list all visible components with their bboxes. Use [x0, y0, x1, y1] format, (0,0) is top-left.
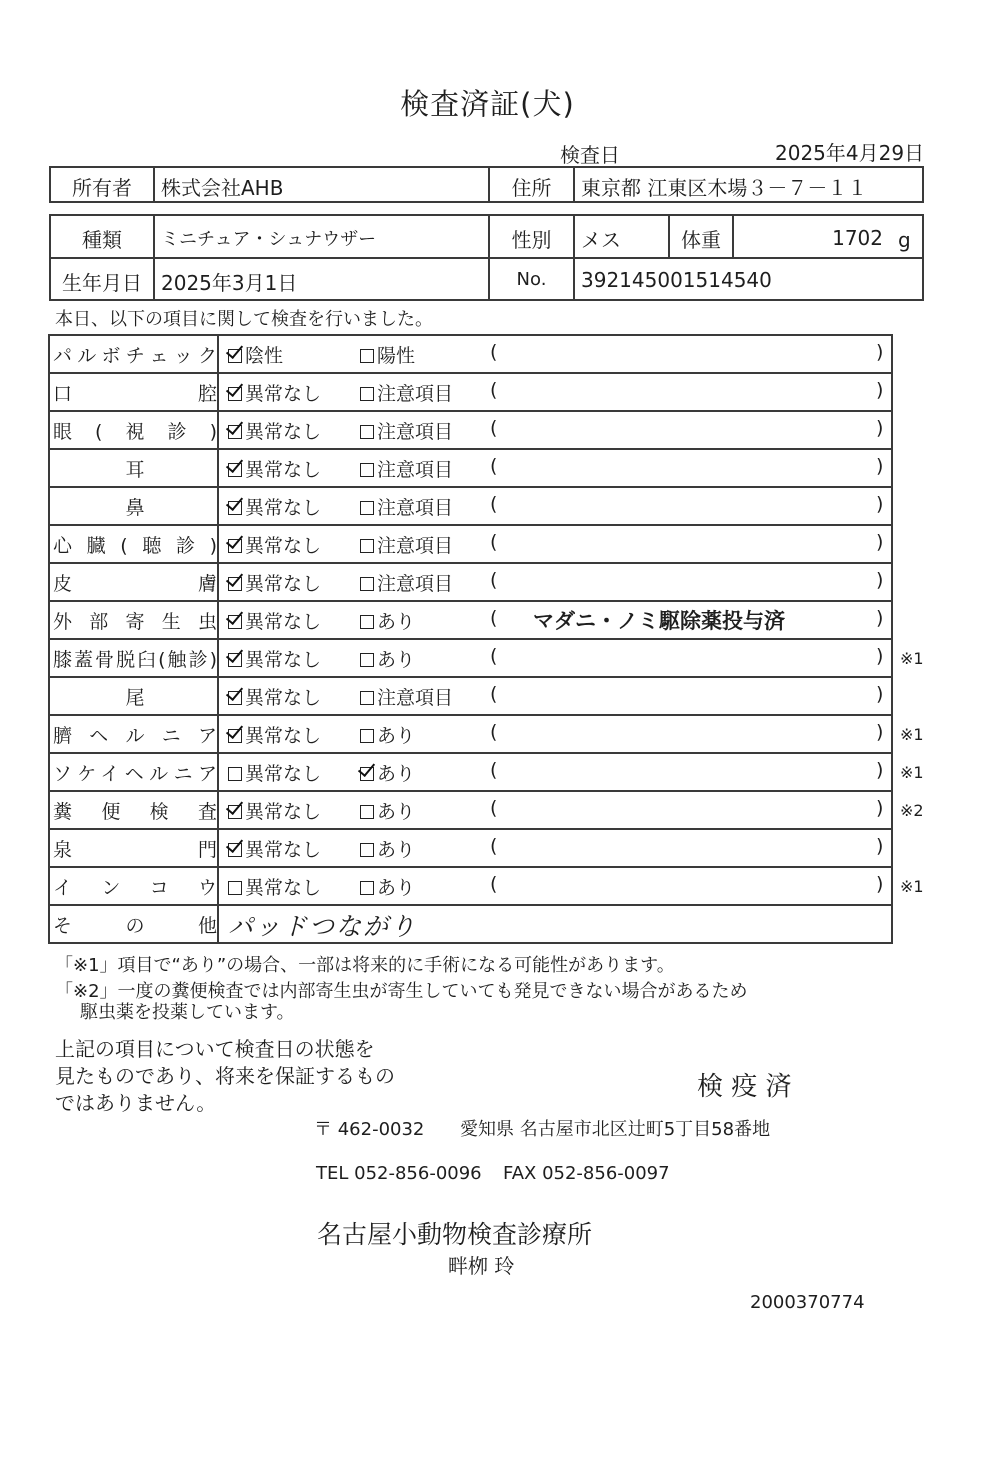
option-normal: [228, 341, 283, 368]
inspection-item-name: ソケイヘルニア: [53, 763, 217, 785]
paren-close: ): [876, 721, 884, 743]
inspection-item-name: 泉門: [53, 839, 217, 861]
option-label: 異常なし: [245, 839, 322, 861]
option-normal: [228, 379, 321, 406]
checked-box-icon: [228, 387, 242, 401]
option-label: 注意項目: [377, 535, 454, 557]
footnote-mark: ※1: [900, 877, 924, 896]
inspection-item-name: 心臓(聴診): [53, 535, 217, 557]
option-abnormal: [360, 873, 415, 900]
option-normal: [228, 531, 321, 558]
inspection-date-label: 検査日: [560, 143, 620, 167]
paren-close: ): [876, 417, 884, 439]
option-abnormal: [360, 493, 453, 520]
paren-close: ): [876, 645, 884, 667]
option-abnormal: [360, 569, 453, 596]
sex-label: 性別: [511, 228, 552, 252]
page-title: 検査済証(犬): [400, 87, 575, 121]
inspection-note: マダニ・ノミ駆除薬投与済: [533, 609, 785, 633]
statement-line-1: 上記の項目について検査日の状態を: [55, 1037, 375, 1061]
paren-open: (: [490, 341, 498, 363]
inspection-table: [48, 334, 924, 944]
postal-code: 〒 462-0032: [314, 1119, 425, 1140]
paren-close: ): [876, 683, 884, 705]
birth-value: 2025年3月1日: [161, 271, 298, 295]
address-value: 東京都 江東区木場３－７－１１: [581, 176, 868, 200]
option-normal: [228, 797, 321, 824]
inspection-row: [50, 412, 891, 450]
paren-open: (: [490, 569, 498, 591]
checkbox-icon: [228, 767, 242, 781]
inspection-row: [50, 754, 924, 792]
footnote-mark: ※1: [900, 763, 924, 782]
option-abnormal: [360, 759, 415, 786]
clinic-name: 名古屋小動物検査診療所: [317, 1220, 593, 1249]
paren-close: ): [876, 835, 884, 857]
number-value: 392145001514540: [581, 268, 772, 292]
option-label: あり: [377, 801, 416, 823]
option-label: 陰性: [245, 345, 284, 367]
weight-value: 1702: [832, 226, 883, 250]
paren-close: ): [876, 455, 884, 477]
paren-close: ): [876, 341, 884, 363]
inspection-item-name: 外部寄生虫: [53, 611, 217, 633]
inspection-item-name: 膝蓋骨脱臼(触診): [53, 649, 217, 671]
checkbox-icon: [360, 387, 374, 401]
inspection-row: [50, 716, 924, 754]
checkbox-icon: [360, 539, 374, 553]
checkbox-icon: [360, 805, 374, 819]
footnote-2-line-2: 駆虫薬を投薬しています。: [80, 1002, 295, 1023]
paren-open: (: [490, 531, 498, 553]
inspection-item-name: 糞便検査: [53, 801, 217, 823]
paren-close: ): [876, 797, 884, 819]
option-label: 異常なし: [245, 687, 322, 709]
number-label: No.: [516, 269, 547, 290]
option-label: 異常なし: [245, 459, 322, 481]
inspection-row: [50, 792, 924, 830]
option-normal: [228, 569, 321, 596]
animal-info-box: [49, 214, 924, 301]
inspection-item-name: パルボチェック: [53, 345, 217, 367]
owner-box: [49, 166, 924, 203]
checked-box-icon: [228, 539, 242, 553]
option-label: 注意項目: [377, 687, 454, 709]
option-normal: [228, 493, 321, 520]
option-normal: [228, 455, 321, 482]
option-label: 注意項目: [377, 383, 454, 405]
statement-line-2: 見たものであり、将来を保証するもの: [55, 1064, 395, 1088]
inspection-row: [50, 374, 891, 412]
paren-open: (: [490, 455, 498, 477]
option-label: 注意項目: [377, 573, 454, 595]
option-normal: [228, 417, 321, 444]
option-normal: [228, 835, 321, 862]
option-normal: [228, 721, 321, 748]
option-label: 異常なし: [245, 649, 322, 671]
inspection-item-name: 眼(視診): [53, 421, 217, 443]
owner-value: 株式会社AHB: [161, 176, 284, 200]
checkbox-icon: [360, 653, 374, 667]
checkbox-icon: [360, 881, 374, 895]
option-normal: [228, 873, 321, 900]
inspection-item-name: 口腔: [53, 383, 217, 405]
option-label: あり: [377, 649, 416, 671]
intro-text: 本日、以下の項目に関して検査を行いました。: [55, 309, 433, 330]
option-abnormal: [360, 721, 415, 748]
inspection-item-name: 尾: [125, 687, 145, 709]
option-label: 異常なし: [245, 725, 322, 747]
checkbox-icon: [360, 425, 374, 439]
option-abnormal: [360, 417, 453, 444]
inspection-row: [50, 602, 891, 640]
paren-open: (: [490, 759, 498, 781]
paren-close: ): [876, 493, 884, 515]
option-label: 異常なし: [245, 573, 322, 595]
footnote-2-line-1: 「※2」一度の糞便検査では内部寄生虫が寄生していても発見できない場合があるため: [55, 981, 748, 1002]
inspection-row: [50, 336, 891, 374]
inspection-row: [50, 830, 891, 868]
checkbox-icon: [228, 881, 242, 895]
option-abnormal: [360, 835, 415, 862]
inspection-item-name: インコウ: [53, 877, 217, 899]
footnote-1: 「※1」項目で“あり”の場合、一部は将来的に手術になる可能性があります。: [55, 955, 675, 976]
option-label: あり: [377, 763, 416, 785]
checkbox-icon: [360, 843, 374, 857]
paren-close: ): [876, 759, 884, 781]
option-abnormal: [360, 797, 415, 824]
checked-box-icon: [228, 501, 242, 515]
quarantine-stamp: 検 疫 済: [697, 1072, 792, 1102]
option-normal: [228, 645, 321, 672]
paren-close: ): [876, 873, 884, 895]
paren-open: (: [490, 721, 498, 743]
paren-close: ): [876, 379, 884, 401]
option-label: 陽性: [377, 345, 416, 367]
option-label: 異常なし: [245, 535, 322, 557]
option-abnormal: [360, 531, 453, 558]
option-abnormal: [360, 645, 415, 672]
statement-line-3: ではありません。: [55, 1091, 217, 1115]
option-label: あり: [377, 611, 416, 633]
address-label: 住所: [511, 176, 552, 200]
checked-box-icon: [228, 463, 242, 477]
checked-box-icon: [228, 425, 242, 439]
checkbox-icon: [360, 577, 374, 591]
inspection-row: [50, 678, 891, 716]
option-label: あり: [377, 725, 416, 747]
clinic-fax: FAX 052-856-0097: [503, 1163, 670, 1184]
other-handwritten-note: パッドつながり: [228, 912, 418, 941]
paren-open: (: [490, 683, 498, 705]
option-normal: [228, 607, 321, 634]
breed-value: ミニチュア・シュナウザー: [161, 229, 377, 250]
option-label: 注意項目: [377, 497, 454, 519]
doctor-name: 畔栁 玲: [448, 1254, 515, 1278]
checked-box-icon: [228, 653, 242, 667]
paren-open: (: [490, 379, 498, 401]
paren-open: (: [490, 835, 498, 857]
option-abnormal: [360, 455, 453, 482]
inspection-row: [50, 868, 924, 906]
option-label: 異常なし: [245, 497, 322, 519]
option-normal: [228, 759, 321, 786]
inspection-item-name: 臍ヘルニア: [53, 725, 217, 747]
inspection-row: [50, 488, 891, 526]
paren-close: ): [876, 531, 884, 553]
option-normal: [228, 683, 321, 710]
checked-box-icon: [228, 729, 242, 743]
inspection-row: [50, 564, 891, 602]
checked-box-icon: [360, 767, 374, 781]
checked-box-icon: [228, 615, 242, 629]
checkbox-icon: [360, 463, 374, 477]
option-label: あり: [377, 839, 416, 861]
checked-box-icon: [228, 349, 242, 363]
inspection-item-name: 鼻: [125, 497, 145, 519]
weight-label: 体重: [681, 228, 721, 252]
inspection-row: [50, 640, 924, 678]
clinic-tel: TEL 052-856-0096: [316, 1163, 482, 1184]
inspection-row-other: [50, 906, 891, 944]
serial-number: 2000370774: [750, 1292, 865, 1313]
footnote-mark: ※1: [900, 725, 924, 744]
option-label: あり: [377, 877, 416, 899]
option-label: 異常なし: [245, 383, 322, 405]
option-label: 注意項目: [377, 459, 454, 481]
paren-open: (: [490, 493, 498, 515]
checkbox-icon: [360, 615, 374, 629]
paren-open: (: [490, 417, 498, 439]
paren-close: ): [876, 607, 884, 629]
checked-box-icon: [228, 691, 242, 705]
paren-open: (: [490, 607, 498, 629]
option-label: 異常なし: [245, 611, 322, 633]
option-label: 注意項目: [377, 421, 454, 443]
paren-close: ): [876, 569, 884, 591]
checked-box-icon: [228, 843, 242, 857]
option-abnormal: [360, 607, 415, 634]
paren-open: (: [490, 873, 498, 895]
inspection-row: [50, 450, 891, 488]
option-label: 異常なし: [245, 801, 322, 823]
other-label: その他: [53, 915, 217, 937]
weight-unit: g: [898, 228, 911, 252]
checkbox-icon: [360, 691, 374, 705]
checked-box-icon: [228, 577, 242, 591]
option-label: 異常なし: [245, 421, 322, 443]
footnote-mark: ※2: [900, 801, 924, 820]
checkbox-icon: [360, 729, 374, 743]
inspection-item-name: 皮膚: [53, 573, 217, 595]
checkbox-icon: [360, 501, 374, 515]
paren-open: (: [490, 797, 498, 819]
checkbox-icon: [360, 349, 374, 363]
clinic-address: 愛知県 名古屋市北区辻町5丁目58番地: [460, 1119, 771, 1140]
option-label: 異常なし: [245, 877, 322, 899]
option-abnormal: [360, 341, 415, 368]
option-abnormal: [360, 379, 453, 406]
option-abnormal: [360, 683, 453, 710]
paren-open: (: [490, 645, 498, 667]
inspection-date: 2025年4月29日: [775, 141, 925, 165]
inspection-row: [50, 526, 891, 564]
breed-label: 種類: [82, 228, 122, 252]
sex-value: メス: [581, 228, 621, 252]
checked-box-icon: [228, 805, 242, 819]
birth-label: 生年月日: [62, 271, 142, 295]
inspection-item-name: 耳: [125, 459, 145, 481]
footnote-mark: ※1: [900, 649, 924, 668]
owner-label: 所有者: [72, 176, 132, 200]
option-label: 異常なし: [245, 763, 322, 785]
